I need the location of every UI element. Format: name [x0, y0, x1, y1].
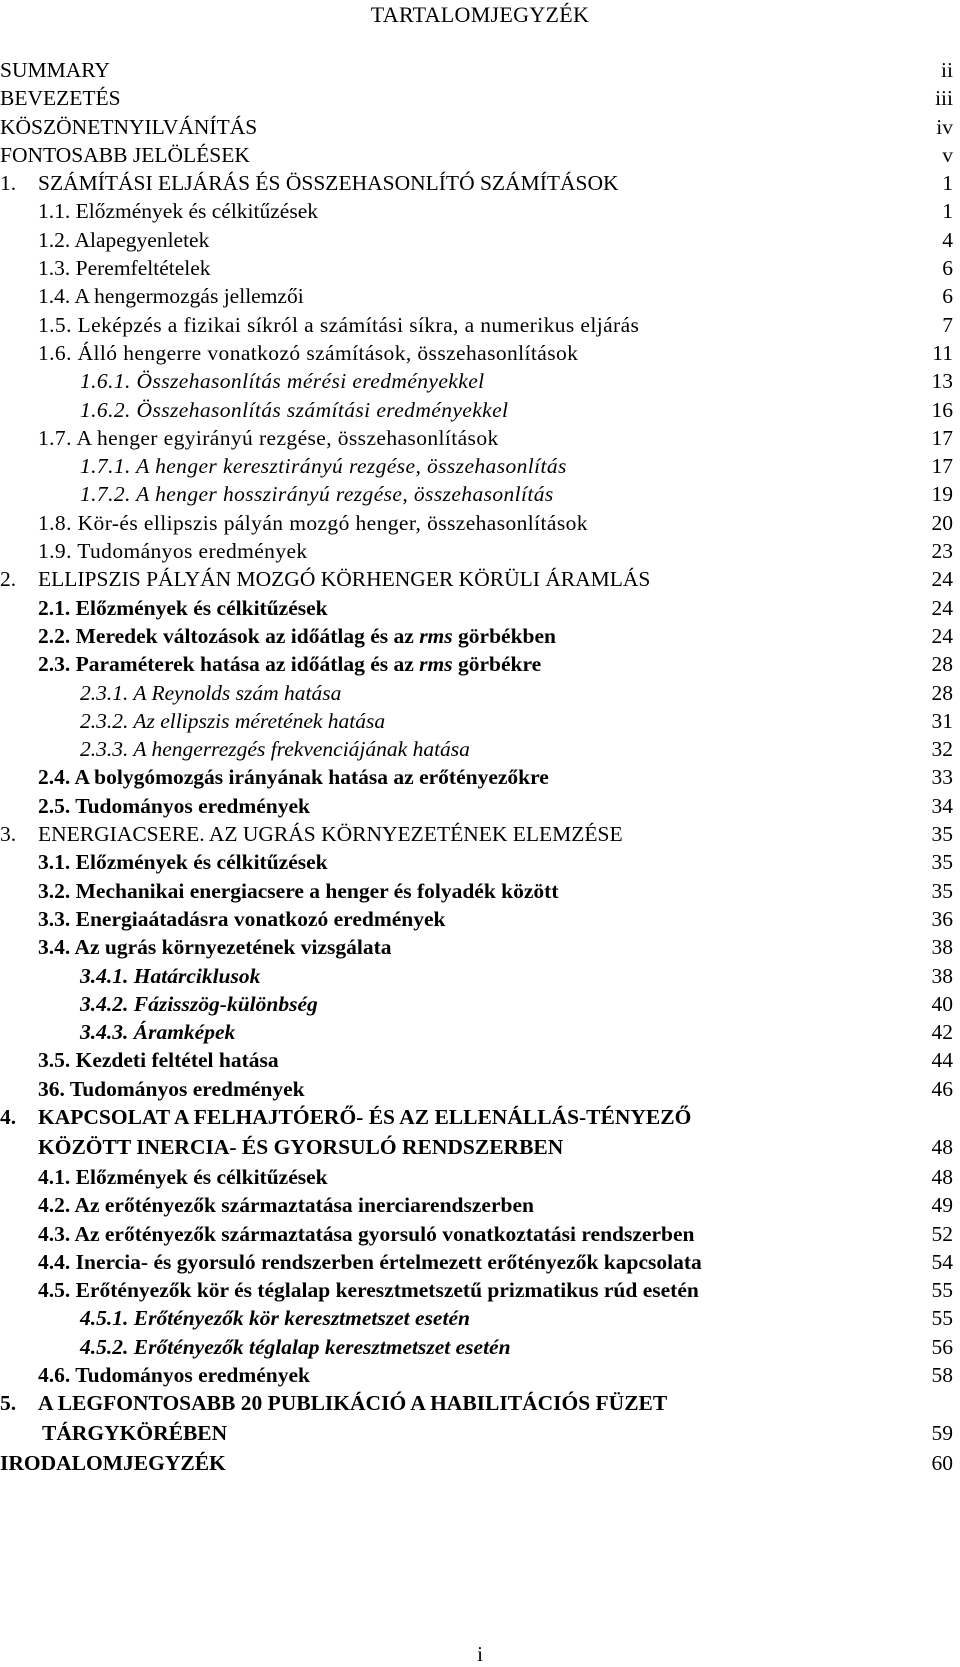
toc-section-text: 2.3. Paraméterek hatása az időátlag és az — [38, 652, 420, 677]
toc-entry-title: BEVEZETÉS — [0, 86, 121, 111]
toc-subsection — [0, 1304, 960, 1332]
toc-subsection — [0, 735, 960, 763]
toc-entry-page: iii — [935, 86, 953, 111]
toc-section — [0, 1276, 960, 1304]
toc-entry-page: 33 — [931, 765, 953, 790]
toc-subsection-title: 2.3.3. A hengerrezgés frekvenciájának hatása — [80, 737, 470, 762]
toc-subsection-title: 1.7.1. A henger keresztirányú rezgése, összehasonlítás — [80, 454, 567, 479]
toc-chapter-title — [0, 169, 619, 197]
toc-section — [0, 1248, 960, 1276]
toc-subsection — [0, 396, 960, 424]
toc-section — [0, 1163, 960, 1191]
toc-section — [0, 537, 960, 565]
toc-entry-page: 38 — [931, 963, 953, 988]
toc-section-title: 3.2. Mechanikai energiacsere a henger és folyadék között — [38, 878, 559, 903]
toc-subsection-title: 3.4.1. Határciklusok — [80, 963, 261, 988]
toc-chapter-title — [0, 1389, 668, 1417]
toc-entry-page: 44 — [931, 1048, 953, 1073]
toc-section-title: 3.3. Energiaátadásra vonatkozó eredmények — [38, 906, 446, 931]
toc-chapter — [0, 820, 960, 848]
toc-entry-page: 35 — [931, 822, 953, 847]
toc-entry-page: 35 — [931, 850, 953, 875]
toc-entry-page: 6 — [942, 284, 953, 309]
page-number: i — [477, 1642, 483, 1666]
chapter-number: 5. — [0, 1391, 17, 1416]
toc-entry-page: 42 — [931, 1020, 953, 1045]
toc-entry-page: 24 — [931, 595, 953, 620]
toc-section — [0, 594, 960, 622]
toc-entry — [0, 141, 960, 169]
toc-section — [0, 905, 960, 933]
toc-chapter-title-continued: TÁRGYKÖRÉBEN — [42, 1421, 228, 1446]
toc-chapter — [0, 169, 960, 197]
toc-entry-page: 58 — [931, 1363, 953, 1388]
toc-chapter — [0, 565, 960, 593]
toc-section-title: 4.5. Erőtényezők kör és téglalap keresztmetszetű prizmatikus rúd esetén — [38, 1278, 699, 1303]
toc-subsection — [0, 990, 960, 1018]
toc-entry-title: FONTOSABB JELÖLÉSEK — [0, 142, 250, 167]
toc-section — [0, 1220, 960, 1248]
toc-subsection-title: 2.3.1. A Reynolds szám hatása — [80, 680, 342, 705]
toc-section — [0, 1361, 960, 1389]
toc-section — [0, 1191, 960, 1219]
toc-entry-page: 38 — [931, 935, 953, 960]
toc-subsection — [0, 480, 960, 508]
toc-entry-title: SUMMARY — [0, 58, 110, 82]
table-of-contents — [0, 56, 960, 1478]
toc-section-title: 3.1. Előzmények és célkitűzések — [38, 850, 328, 875]
toc-entry-title: KÖSZÖNETNYILVÁNÍTÁS — [0, 114, 258, 139]
toc-section-text: görbékre — [452, 652, 542, 677]
chapter-number: 2. — [0, 567, 17, 592]
toc-section-title: 1.2. Alapegyenletek — [38, 227, 210, 252]
toc-section — [0, 509, 960, 537]
toc-entry-page: 59 — [931, 1421, 953, 1446]
toc-section — [0, 311, 960, 339]
toc-section — [0, 197, 960, 225]
toc-entry-page: 11 — [932, 340, 953, 365]
toc-section-text: görbékben — [452, 623, 556, 648]
toc-entry-page: 4 — [942, 227, 953, 252]
toc-entry-title: IRODALOMJEGYZÉK — [0, 1451, 226, 1476]
toc-section-text: 2.2. Meredek változások az időátlag és az — [38, 623, 420, 648]
toc-section — [0, 226, 960, 254]
toc-section-title: 1.7. A henger egyirányú rezgése, összehasonlítások — [38, 425, 499, 450]
toc-entry-page: 35 — [931, 878, 953, 903]
chapter-title-text: SZÁMÍTÁSI ELJÁRÁS ÉS ÖSSZEHASONLÍTÓ SZÁMÍTÁSOK — [38, 171, 619, 196]
toc-section-title: 2.5. Tudományos eredmények — [38, 793, 310, 818]
chapter-title-text: KAPCSOLAT A FELHAJTÓERŐ- ÉS AZ ELLENÁLLÁS-TÉNYEZŐ — [38, 1104, 692, 1129]
toc-section — [0, 848, 960, 876]
chapter-number: 3. — [0, 822, 17, 847]
toc-entry — [0, 56, 960, 84]
toc-subsection-title: 3.4.3. Áramképek — [80, 1020, 236, 1045]
toc-entry-page: 36 — [931, 906, 953, 931]
toc-entry-page: 54 — [931, 1249, 953, 1274]
toc-section-title: 4.1. Előzmények és célkitűzések — [38, 1164, 328, 1189]
toc-subsection — [0, 707, 960, 735]
toc-section — [0, 933, 960, 961]
toc-subsection-title: 4.5.1. Erőtényezők kör keresztmetszet esetén — [80, 1306, 470, 1331]
toc-entry-page: v — [942, 142, 953, 167]
toc-section-title: 4.6. Tudományos eredmények — [38, 1363, 310, 1388]
chapter-number: 1. — [0, 171, 17, 196]
toc-entry — [0, 84, 960, 112]
toc-section — [0, 650, 960, 678]
toc-chapter — [0, 1389, 960, 1449]
toc-section — [0, 282, 960, 310]
toc-entry-page: 20 — [931, 510, 953, 535]
toc-subsection-title: 4.5.2. Erőtényezők téglalap keresztmetszet esetén — [80, 1334, 511, 1359]
toc-subsection — [0, 367, 960, 395]
toc-entry-page: 28 — [931, 680, 953, 705]
toc-subsection-title: 3.4.2. Fázisszög-különbség — [80, 991, 318, 1016]
toc-section-title: 4.3. Az erőtényezők származtatása gyorsuló vonatkoztatási rendszerben — [38, 1221, 695, 1246]
toc-chapter-title — [0, 820, 623, 848]
toc-entry-page: 32 — [931, 737, 953, 762]
toc-entry-page: 48 — [931, 1164, 953, 1189]
toc-entry-page: 55 — [931, 1278, 953, 1303]
toc-entry — [0, 113, 960, 141]
toc-entry-page: 31 — [931, 708, 953, 733]
toc-entry-page: 23 — [931, 539, 953, 564]
toc-subsection-title: 1.6.2. Összehasonlítás számítási eredményekkel — [80, 397, 509, 422]
toc-section-title: 1.8. Kör-és ellipszis pályán mozgó henger, összehasonlítások — [38, 510, 588, 535]
toc-entry-page: 17 — [931, 425, 953, 450]
toc-section — [0, 1075, 960, 1103]
toc-subsection — [0, 452, 960, 480]
toc-section — [0, 424, 960, 452]
chapter-number: 4. — [0, 1104, 17, 1129]
toc-section-title: 1.9. Tudományos eredmények — [38, 539, 308, 564]
toc-entry-page: ii — [941, 58, 953, 82]
toc-section-italic: rms — [419, 623, 453, 648]
toc-entry-page: iv — [936, 114, 953, 139]
toc-subsection — [0, 962, 960, 990]
toc-section — [0, 1046, 960, 1074]
toc-section-title: 36. Tudományos eredmények — [38, 1076, 305, 1101]
toc-section-title: 2.1. Előzmények és célkitűzések — [38, 595, 328, 620]
toc-chapter — [0, 1103, 960, 1163]
toc-section — [0, 792, 960, 820]
toc-section — [0, 763, 960, 791]
toc-entry-page: 1 — [942, 171, 953, 196]
toc-entry-page: 24 — [931, 567, 953, 592]
toc-section-title: 3.4. Az ugrás környezetének vizsgálata — [38, 935, 392, 960]
toc-section-title: 1.3. Peremfeltételek — [38, 256, 211, 281]
toc-subsection — [0, 1333, 960, 1361]
toc-section-italic: rms — [419, 652, 453, 677]
toc-section — [0, 254, 960, 282]
toc-entry-page: 56 — [931, 1334, 953, 1359]
chapter-title-text: ELLIPSZIS PÁLYÁN MOZGÓ KÖRHENGER KÖRÜLI ÁRAMLÁS — [38, 567, 651, 592]
toc-chapter-title — [0, 565, 651, 593]
toc-section — [0, 339, 960, 367]
toc-entry-page: 28 — [931, 652, 953, 677]
toc-section-title — [38, 622, 556, 650]
toc-entry-page: 6 — [942, 256, 953, 281]
toc-entry-page: 60 — [931, 1451, 953, 1476]
toc-section — [0, 622, 960, 650]
toc-section-title: 1.4. A hengermozgás jellemzői — [38, 284, 304, 309]
toc-entry-page: 46 — [931, 1076, 953, 1101]
toc-entry-page: 52 — [931, 1221, 953, 1246]
toc-subsection — [0, 679, 960, 707]
toc-section-title: 2.4. A bolygómozgás irányának hatása az erőtényezőkre — [38, 765, 549, 790]
toc-section-title: 1.5. Leképzés a fizikai síkról a számítási síkra, a numerikus eljárás — [38, 312, 640, 337]
toc-entry-page: 55 — [931, 1306, 953, 1331]
toc-entry-page: 19 — [931, 482, 953, 507]
toc-entry-page: 7 — [942, 312, 953, 337]
toc-section-title: 1.6. Álló hengerre vonatkozó számítások, összehasonlítások — [38, 340, 579, 365]
toc-chapter-title — [0, 1103, 692, 1131]
toc-entry-page: 17 — [931, 454, 953, 479]
toc-subsection-title: 1.7.2. A henger hosszirányú rezgése, összehasonlítás — [80, 482, 554, 507]
toc-entry-page: 34 — [931, 793, 953, 818]
toc-entry — [0, 1449, 960, 1477]
toc-section-title — [38, 650, 541, 678]
page-title: TARTALOMJEGYZÉK — [370, 2, 590, 27]
toc-subsection-title: 2.3.2. Az ellipszis méretének hatása — [80, 708, 386, 733]
toc-chapter-title-continued: KÖZÖTT INERCIA- ÉS GYORSULÓ RENDSZERBEN — [38, 1134, 564, 1159]
toc-entry-page: 13 — [931, 369, 953, 394]
toc-entry-page: 1 — [942, 199, 953, 224]
toc-entry-page: 24 — [931, 623, 953, 648]
toc-subsection — [0, 1018, 960, 1046]
chapter-title-text: A LEGFONTOSABB 20 PUBLIKÁCIÓ A HABILITÁCIÓS FÜZET — [38, 1391, 668, 1416]
toc-entry-page: 16 — [931, 397, 953, 422]
toc-entry-page: 48 — [931, 1134, 953, 1159]
toc-section-title: 4.2. Az erőtényezők származtatása inerciarendszerben — [38, 1193, 534, 1218]
toc-entry-page: 40 — [931, 991, 953, 1016]
toc-entry-page: 49 — [931, 1193, 953, 1218]
toc-section-title: 1.1. Előzmények és célkitűzések — [38, 199, 318, 224]
chapter-title-text: ENERGIACSERE. AZ UGRÁS KÖRNYEZETÉNEK ELEMZÉSE — [38, 822, 623, 847]
toc-section — [0, 877, 960, 905]
toc-section-title: 3.5. Kezdeti feltétel hatása — [38, 1048, 279, 1073]
toc-subsection-title: 1.6.1. Összehasonlítás mérési eredményekkel — [80, 369, 485, 394]
toc-section-title: 4.4. Inercia- és gyorsuló rendszerben értelmezett erőtényezők kapcsolata — [38, 1249, 702, 1274]
